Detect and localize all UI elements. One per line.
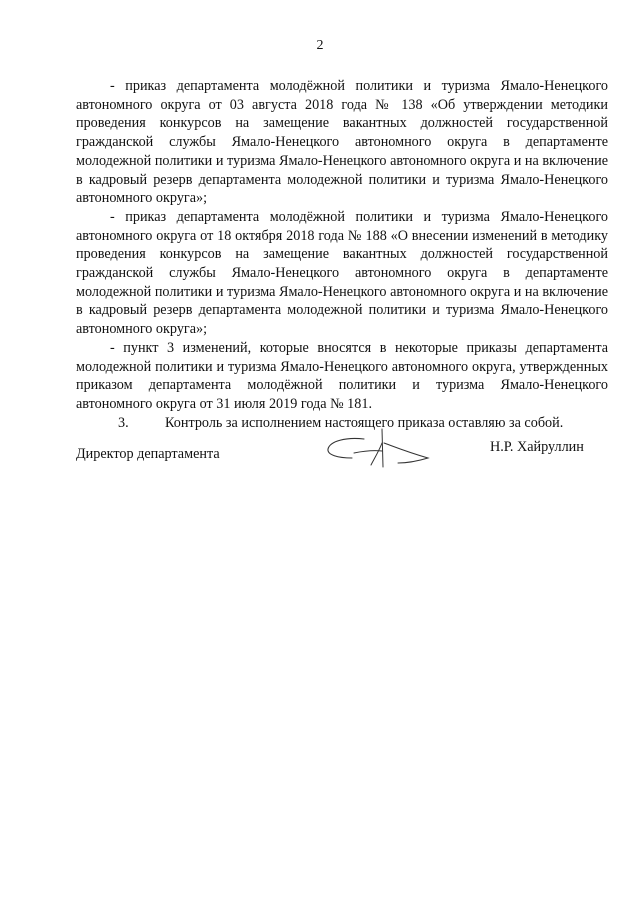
document-body <box>76 77 608 432</box>
signatory-name: Н.Р. Хайруллин <box>490 439 584 455</box>
clause-3-number: 3. <box>118 414 129 431</box>
list-item-order-188: - приказ департамента молодёжной политики и туризма Ямало-Ненецкого автономного округа от 18 октября 2018 года № 188 «О внесении изменений в методику проведения конкурсов на замещение вакантных должностей государственной гражданской службы Ямало-Ненецкого автономного округа в департаменте молодежной политики и туризма Ямало-Ненецкого автономного округа и на включение в кадровый резерв департамента молодежной политики и туризма Ямало-Ненецкого автономного округа»; <box>76 208 608 338</box>
signatory-title: Директор департамента <box>76 446 220 462</box>
handwritten-signature <box>324 427 434 473</box>
list-item-order-138: - приказ департамента молодёжной политики и туризма Ямало-Ненецкого автономного округа от 03 августа 2018 года № 138 «Об утверждении методики проведения конкурсов на замещение вакантных должностей государственной гражданской службы Ямало-Ненецкого автономного округа в департаменте молодежной политики и туризма Ямало-Ненецкого автономного округа и на включение в кадровый резерв департамента молодежной политики и туризма Ямало-Ненецкого автономного округа»; <box>76 78 608 207</box>
list-item-order-181: - пункт 3 изменений, которые вносятся в некоторые приказы департамента молодежной политики и туризма Ямало-Ненецкого автономного округа, утвержденных приказом департамента молодёжной политики и туризма Ямало-Ненецкого автономного округа от 31 июля 2019 года № 181. <box>76 339 608 412</box>
signature-block <box>76 441 608 481</box>
clause-3-text: Контроль за исполнением настоящего приказа оставляю за собой. <box>165 414 564 431</box>
page-number: 2 <box>316 38 324 53</box>
